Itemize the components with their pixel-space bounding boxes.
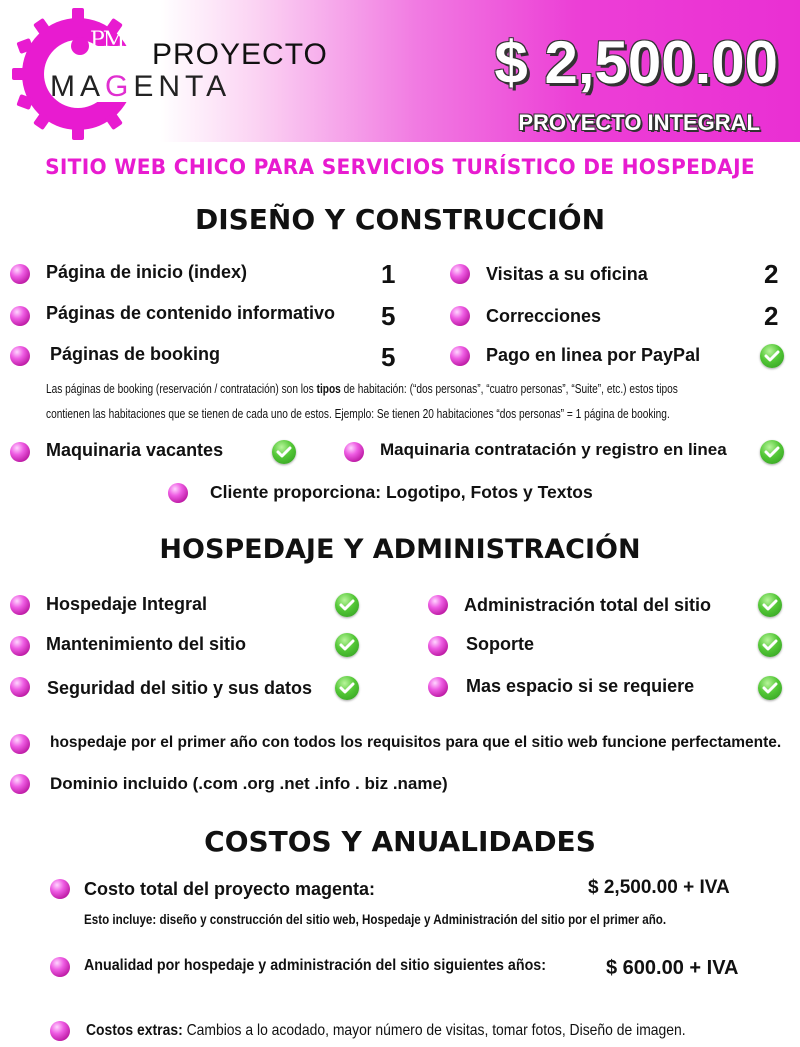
- bullet-icon: [10, 734, 30, 754]
- check-icon: [272, 440, 296, 464]
- domain-line: Dominio incluido (.com .org .net .info . biz .name): [50, 774, 448, 793]
- bullet-icon: [10, 442, 30, 462]
- check-icon: [760, 440, 784, 464]
- logo-name-part: ENTA: [133, 70, 232, 103]
- design-item-label: Visitas a su oficina: [486, 264, 648, 284]
- bullet-icon: [428, 677, 448, 697]
- design-item-value: 1: [381, 259, 396, 289]
- hosting-line: hospedaje por el primer año con todos los requisitos para que el sitio web funcione perfectamente.: [50, 734, 782, 751]
- bullet-icon: [168, 483, 188, 503]
- booking-note-line: contienen las habitaciones que se tienen de cada uno de estos. Ejemplo: Se tienen 20 habitaciones “dos personas” = 1 página de booking.: [46, 406, 670, 421]
- logo-name-bottom: [50, 70, 231, 104]
- bullet-icon: [450, 346, 470, 366]
- bullet-icon: [10, 774, 30, 794]
- check-icon: [758, 633, 782, 657]
- hosting-item-label: Soporte: [466, 634, 535, 654]
- bullet-icon: [10, 636, 30, 656]
- extra-costs-label: Costos extras:: [86, 1022, 183, 1039]
- bullet-icon: [50, 1021, 70, 1041]
- bullet-icon: [10, 306, 30, 326]
- design-item-label: Pago en linea por PayPal: [486, 345, 701, 365]
- logo-initials: PM: [90, 28, 124, 53]
- design-item-value: 2: [764, 301, 779, 331]
- cost-total-note: Esto incluye: diseño y construcción del sitio web, Hospedaje y Administración del sitio por el primer año.: [84, 912, 667, 927]
- check-icon: [335, 593, 359, 617]
- client-provides: Cliente proporciona: Logotipo, Fotos y Textos: [210, 482, 593, 502]
- extra-costs: [86, 1022, 686, 1040]
- check-icon: [758, 676, 782, 700]
- logo-name-top: PROYECTO: [152, 38, 328, 71]
- design-item-label: Páginas de booking: [50, 344, 221, 364]
- bullet-icon: [450, 264, 470, 284]
- extra-costs-text: Cambios a lo acodado, mayor número de visitas, tomar fotos, Diseño de imagen.: [182, 1022, 686, 1039]
- design-item-label: Correcciones: [486, 306, 602, 326]
- hosting-item-label: Mantenimiento del sitio: [46, 634, 247, 654]
- check-icon: [335, 633, 359, 657]
- bullet-icon: [450, 306, 470, 326]
- hosting-item-label: Hospedaje Integral: [46, 594, 208, 614]
- logo-name-accent: G: [105, 70, 134, 103]
- section-title-costs: COSTOS Y ANUALIDADES: [204, 825, 596, 858]
- note-text: de habitación: (“dos personas”, “cuatro personas”, “Suite”, etc.) estos tipos: [340, 381, 678, 396]
- hosting-item-label: Mas espacio si se requiere: [466, 676, 695, 696]
- bullet-icon: [344, 442, 364, 462]
- section-title-hosting: HOSPEDAJE Y ADMINISTRACIÓN: [159, 534, 641, 565]
- page-subtitle: SITIO WEB CHICO PARA SERVICIOS TURÍSTICO DE HOSPEDAJE: [45, 155, 755, 179]
- bullet-icon: [428, 636, 448, 656]
- annual-value: $ 600.00 + IVA: [606, 957, 739, 979]
- section-title-design: DISEÑO Y CONSTRUCCIÓN: [194, 203, 606, 236]
- annual-label: Anualidad por hospedaje y administración del sitio siguientes años:: [84, 957, 546, 974]
- check-icon: [758, 593, 782, 617]
- design-item-label: Página de inicio (index): [46, 262, 248, 282]
- design-extra-label: Maquinaria contratación y registro en linea: [380, 440, 727, 459]
- note-text: Las páginas de booking (reservación / contratación) son los: [46, 381, 317, 396]
- hosting-item-label: Seguridad del sitio y sus datos: [47, 678, 313, 698]
- logo-name-part: MA: [50, 70, 105, 103]
- cost-total-value: $ 2,500.00 + IVA: [588, 877, 730, 898]
- header-price: $ 2,500.00: [494, 29, 778, 96]
- design-item-label: Páginas de contenido informativo: [46, 303, 336, 323]
- bullet-icon: [50, 879, 70, 899]
- bullet-icon: [50, 957, 70, 977]
- design-item-value: 5: [381, 301, 396, 331]
- bullet-icon: [10, 346, 30, 366]
- hosting-item-label: Administración total del sitio: [464, 595, 712, 615]
- note-text-bold: tipos: [316, 381, 341, 396]
- design-item-value: 5: [381, 342, 396, 372]
- header-banner: [0, 0, 800, 142]
- booking-note-line: [46, 381, 678, 396]
- bullet-icon: [10, 677, 30, 697]
- design-extra-label: Maquinaria vacantes: [46, 440, 224, 460]
- design-item-value: 2: [764, 259, 779, 289]
- bullet-icon: [10, 595, 30, 615]
- cost-total-label: Costo total del proyecto magenta:: [84, 879, 376, 899]
- header-plan: PROYECTO INTEGRAL: [518, 110, 760, 135]
- check-icon: [760, 344, 784, 368]
- bullet-icon: [10, 264, 30, 284]
- check-icon: [335, 676, 359, 700]
- bullet-icon: [428, 595, 448, 615]
